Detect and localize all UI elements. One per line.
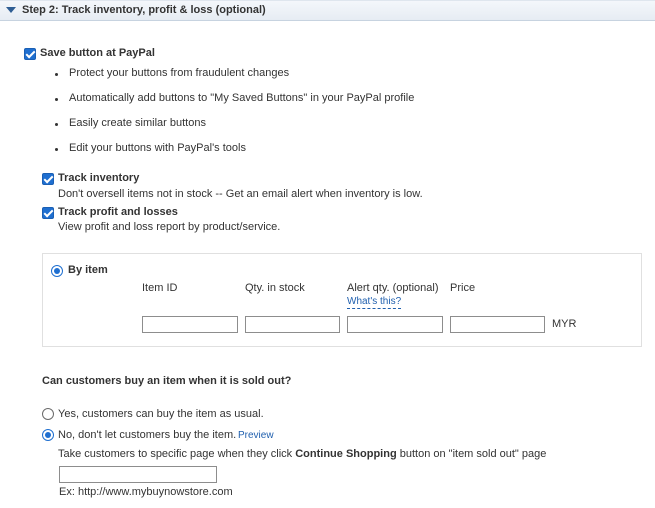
save-button-checkbox[interactable] <box>24 48 36 60</box>
bullet-icon <box>55 123 58 126</box>
alert-qty-column-label: Alert qty. (optional) <box>347 282 439 294</box>
price-column-label: Price <box>450 282 476 294</box>
item-id-input[interactable] <box>142 316 238 333</box>
qty-column-label: Qty. in stock <box>245 282 305 294</box>
track-profit-label: Track profit and losses <box>58 206 178 218</box>
bullet-icon <box>55 148 58 151</box>
preview-link[interactable]: Preview <box>238 430 274 441</box>
by-item-panel <box>42 253 642 347</box>
bullet-text-2: Automatically add buttons to "My Saved Buttons" in your PayPal profile <box>69 92 415 104</box>
currency-label: MYR <box>552 318 577 330</box>
section-title: Step 2: Track inventory, profit & loss (optional) <box>22 4 266 16</box>
track-profit-checkbox[interactable] <box>42 207 54 219</box>
sold-out-yes-radio[interactable] <box>42 408 54 420</box>
sold-out-no-radio[interactable] <box>42 429 54 441</box>
bullet-text-4: Edit your buttons with PayPal's tools <box>69 142 246 154</box>
instruction-text-bold: Continue Shopping <box>295 448 397 460</box>
track-inventory-description: Don't oversell items not in stock -- Get an email alert when inventory is low. <box>58 188 423 200</box>
whats-this-link[interactable]: What's this? <box>347 296 402 307</box>
track-profit-description: View profit and loss report by product/service. <box>58 221 281 233</box>
bullet-icon <box>55 98 58 101</box>
bullet-icon <box>55 73 58 76</box>
section-header[interactable] <box>0 0 655 21</box>
by-item-radio[interactable] <box>51 265 63 277</box>
sold-out-question: Can customers buy an item when it is sold out? <box>42 375 292 387</box>
instruction-text-start: Take customers to specific page when they click <box>58 448 296 460</box>
bullet-text-1: Protect your buttons from fraudulent changes <box>69 67 290 79</box>
continue-shopping-instruction <box>58 448 546 460</box>
qty-in-stock-input[interactable] <box>245 316 340 333</box>
by-item-label: By item <box>68 264 108 276</box>
collapse-triangle-icon[interactable] <box>6 7 16 13</box>
item-id-column-label: Item ID <box>142 282 178 294</box>
price-input[interactable] <box>450 316 545 333</box>
track-inventory-checkbox[interactable] <box>42 173 54 185</box>
sold-out-yes-label: Yes, customers can buy the item as usual. <box>58 408 264 420</box>
instruction-text-end: button on "item sold out" page <box>396 448 547 460</box>
save-button-label: Save button at PayPal <box>40 47 155 59</box>
sold-out-url-input[interactable] <box>59 466 217 483</box>
alert-qty-input[interactable] <box>347 316 443 333</box>
url-example-text: Ex: http://www.mybuynowstore.com <box>59 486 233 498</box>
bullet-text-3: Easily create similar buttons <box>69 117 206 129</box>
sold-out-no-label: No, don't let customers buy the item. <box>58 429 237 441</box>
track-inventory-label: Track inventory <box>58 172 140 184</box>
